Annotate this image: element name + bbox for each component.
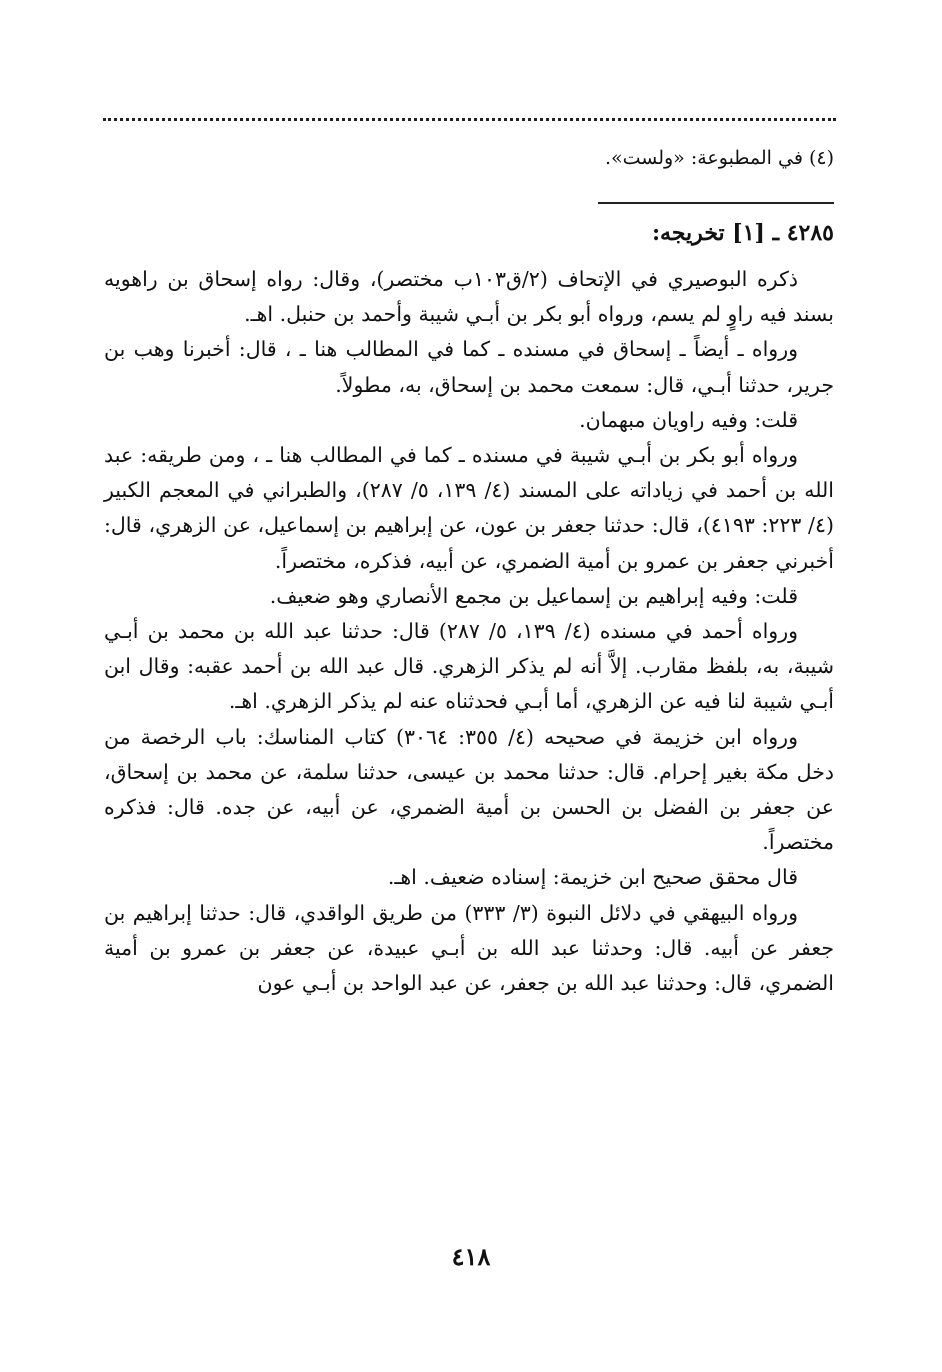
paragraph-7: ورواه ابن خزيمة في صحيحه (٤/ ٣٥٥: ٣٠٦٤) كتاب المناسك: باب الرخصة من دخل مكة بغير إحرام. قال: حدثنا محمد بن عيسى، حدثنا سلمة، عن محمد بن إسحاق، عن جعفر بن الفضل بن الحسن بن أمية الضمري، عن أبيه، عن جده. قال: فذكره مختصراً. [104, 724, 834, 855]
paragraph-6: ورواه أحمد في مسنده (٤/ ١٣٩، ٥/ ٢٨٧) قال: حدثنا عبد الله بن محمد بن أبـي شيبة، به، بلفظ مقارب. إلاَّ أنه لم يذكر الزهري. قال عبد الله بن أحمد عقبه: وقال ابن أبـي شيبة لنا فيه عن الزهري، أما أبـي فحدثناه عنه لم يذكر الزهري. اهـ. [104, 619, 834, 714]
paragraph-2: ورواه ـ أيضاً ـ إسحاق في مسنده ـ كما في المطالب هنا ـ ، قال: أخبرنا وهب بن جرير، حدثنا أبـي، قال: سمعت محمد بن إسحاق، به، مطولاً. [104, 337, 834, 397]
page-number: ٤١٨ [451, 1242, 491, 1271]
main-text [104, 262, 834, 1001]
paragraph-1: ذكره البوصيري في الإتحاف (٢/ق١٠٣ب مختصر)، وقال: رواه إسحاق بن راهويه بسند فيه راوٍ لم يسم، ورواه أبو بكر بن أبـي شيبة وأحمد بن حنبل. اهـ. [104, 267, 834, 327]
paragraph-8: قال محقق صحيح ابن خزيمة: إسناده ضعيف. اهـ. [387, 865, 798, 890]
footnote-4: (٤) في المطبوعة: «ولست». [604, 147, 834, 169]
paragraph-4: ورواه أبو بكر بن أبـي شيبة في مسنده ـ كما في المطالب هنا ـ ، ومن طريقه: عبد الله بن أحمد في زياداته على المسند (٤/ ١٣٩، ٥/ ٢٨٧)، والطبراني في المعجم الكبير (٤/ ٢٢٣: ٤١٩٣)، قال: حدثنا جعفر بن عون، عن إبراهيم بن إسماعيل، عن الزهري، قال: أخبرني جعفر بن عمرو بن أمية الضمري، عن أبيه، فذكره، مختصراً. [104, 443, 834, 573]
paragraph-3: قلت: وفيه راويان مبهمان. [579, 407, 798, 432]
paragraph-5: قلت: وفيه إبراهيم بن إسماعيل بن مجمع الأنصاري وهو ضعيف. [269, 583, 798, 608]
paragraph-9: ورواه البيهقي في دلائل النبوة (٣/ ٣٣٣) من طريق الواقدي، قال: حدثنا إبراهيم بن جعفر عن أبيه. قال: وحدثنا عبد الله بن أبـي عبيدة، عن جعفر بن عمرو بن أمية الضمري، قال: وحدثنا عبد الله بن جعفر، عن عبد الواحد بن أبـي عون [104, 900, 834, 996]
section-rule [598, 202, 834, 204]
dotted-separator [103, 118, 836, 131]
hadith-heading: ٤٢٨٥ ـ [١] تخريجه: [651, 220, 834, 246]
